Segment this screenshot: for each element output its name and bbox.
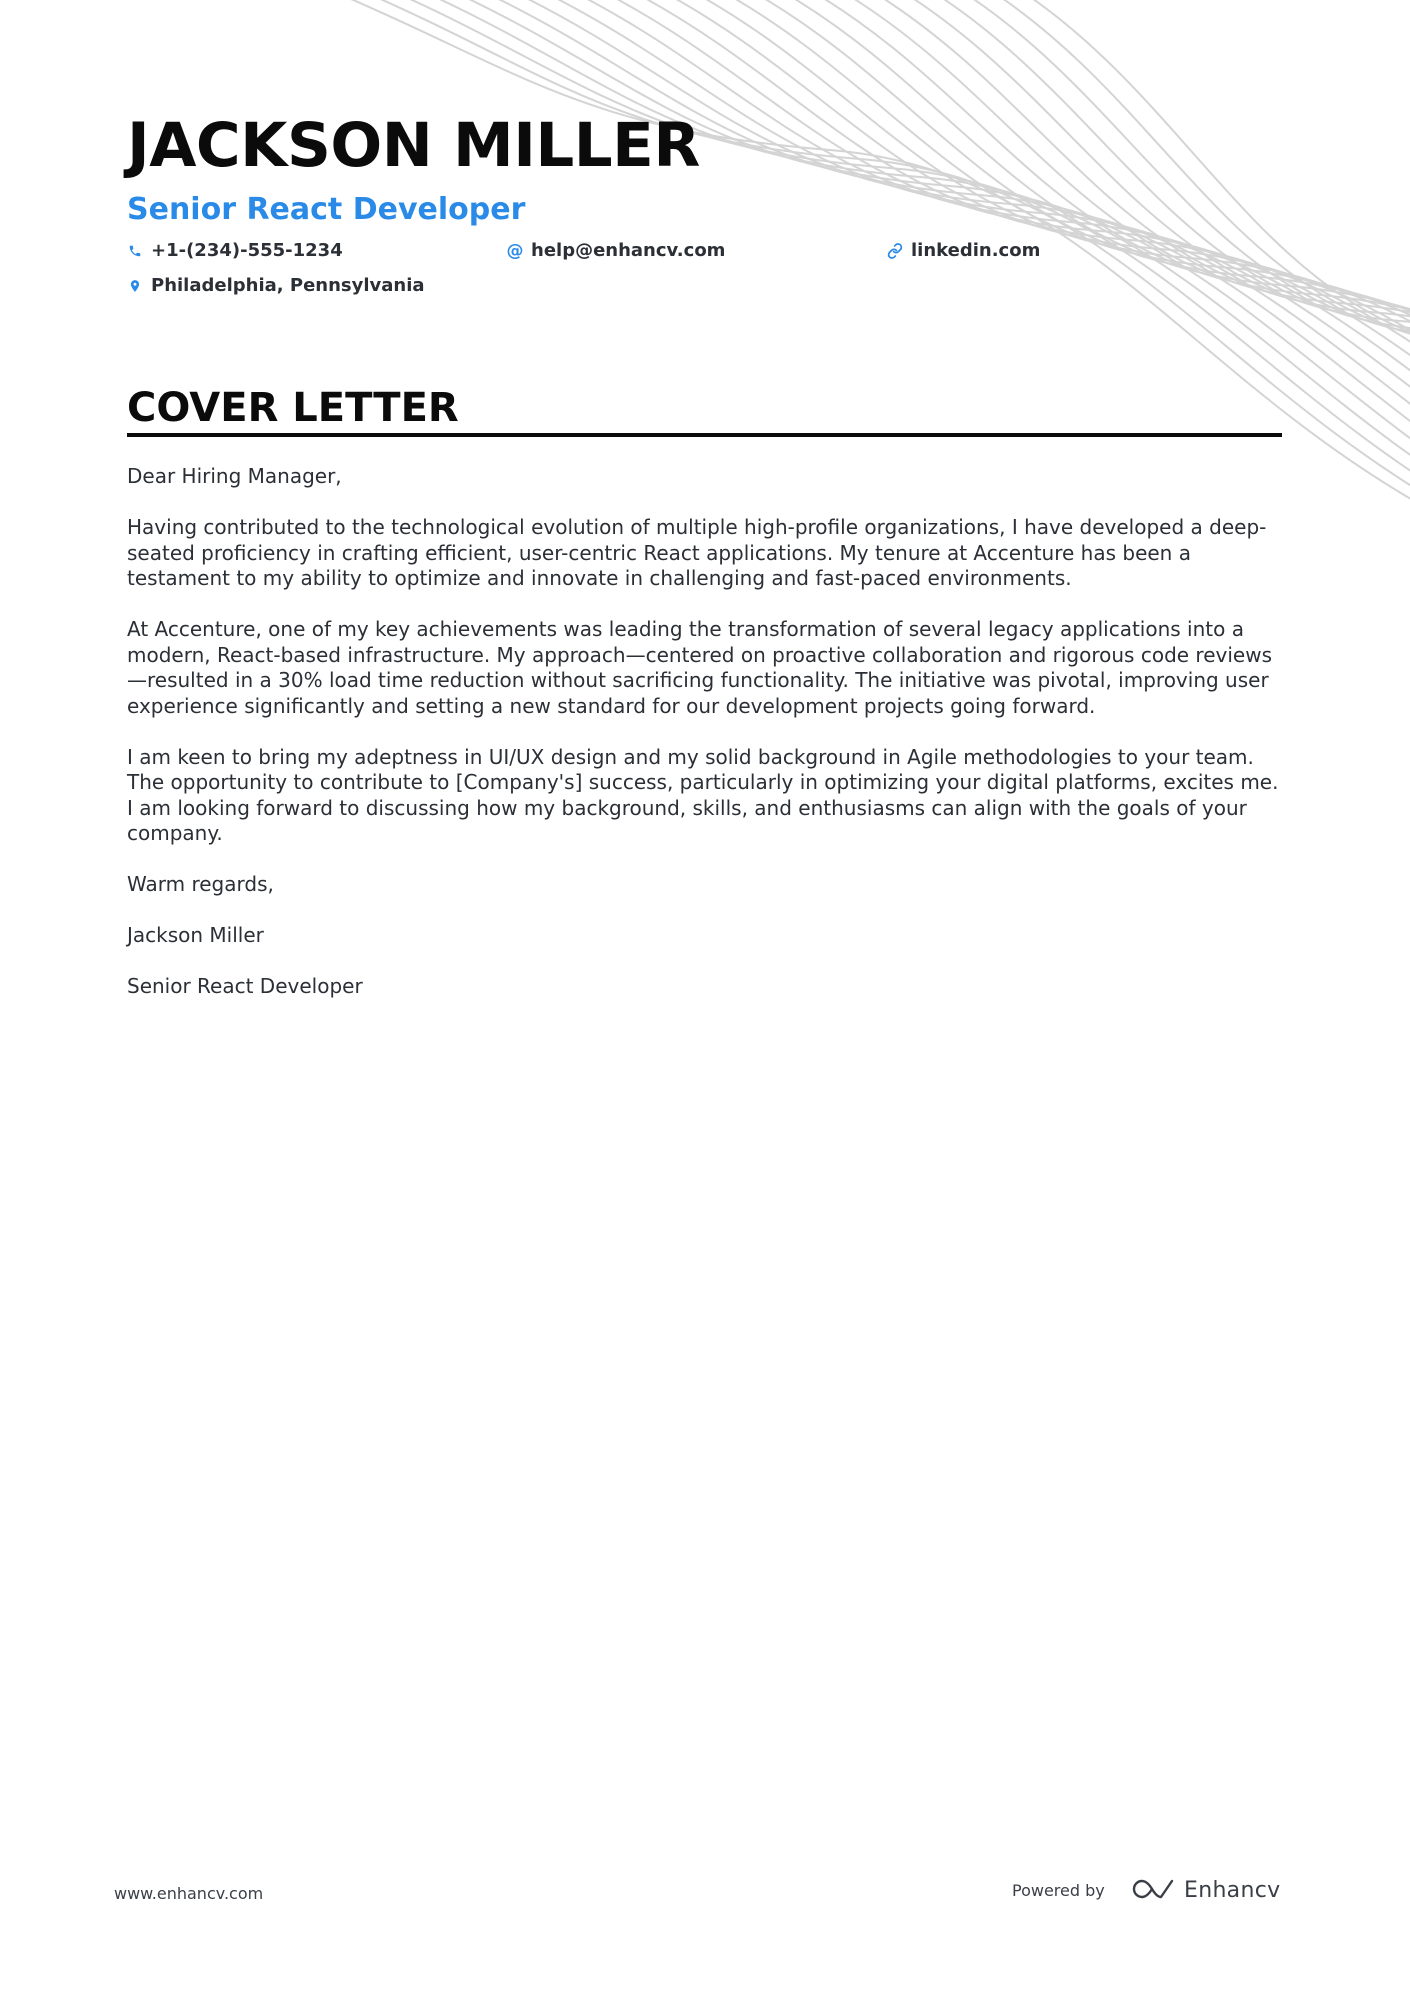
phone-icon [127,243,143,259]
contact-location-text: Philadelphia, Pennsylvania [151,275,425,296]
footer-url-link[interactable]: www.enhancv.com [114,1884,264,1903]
letter-closing: Warm regards, [127,872,274,896]
letter-paragraph: At Accenture, one of my key achievements was leading the transformation of several legacy applications into a modern, React-based infrastructure. My approach—centered on proactive collaboration and rigorous code reviews—resulted in a 30% load time reduction without sacrificing functionality. The initiative was pivotal, improving user experience significantly and setting a new standard for our development projects going forward. [127,617,1272,718]
enhancv-logo-icon [1130,1877,1176,1905]
footer-powered-by: Powered by [1012,1881,1105,1900]
contact-link-text: linkedin.com [911,240,1041,261]
location-pin-icon [127,278,143,294]
footer-brand-link[interactable] [1130,1876,1280,1906]
letter-paragraph: Having contributed to the technological evolution of multiple high-profile organizations, I have developed a deep-seated proficiency in crafting efficient, user-centric React applications. My tenure at Accenture has been a testament to my ability to optimize and innovate in challenging and fast-paced environments. [127,515,1267,590]
letter-greeting: Dear Hiring Manager, [127,464,342,488]
contact-email[interactable] [507,239,725,263]
contact-location [127,274,425,298]
link-icon [887,243,903,259]
section-title: COVER LETTER [127,385,459,431]
letter-paragraph: I am keen to bring my adeptness in UI/UX design and my solid background in Agile methodologies to your team. The opportunity to contribute to [Company's] success, particularly in optimizing your digital platforms, excites me. I am looking forward to discussing how my background, skills, and enthusiasms can align with the goals of your company. [127,744,1279,845]
contact-email-text: help@enhancv.com [531,240,726,261]
section-divider [127,433,1282,437]
contact-link[interactable] [887,239,1040,263]
letter-signature-title: Senior React Developer [127,974,363,998]
candidate-title: Senior React Developer [127,192,526,227]
letter-body [127,464,1283,1025]
contact-phone[interactable] [127,239,343,263]
contact-phone-text: +1-(234)-555-1234 [151,240,343,261]
at-icon: @ [506,241,524,261]
footer-brand-name: Enhancv [1184,1878,1281,1903]
candidate-name: JACKSON MILLER [127,110,700,181]
letter-signature-name: Jackson Miller [127,923,264,947]
